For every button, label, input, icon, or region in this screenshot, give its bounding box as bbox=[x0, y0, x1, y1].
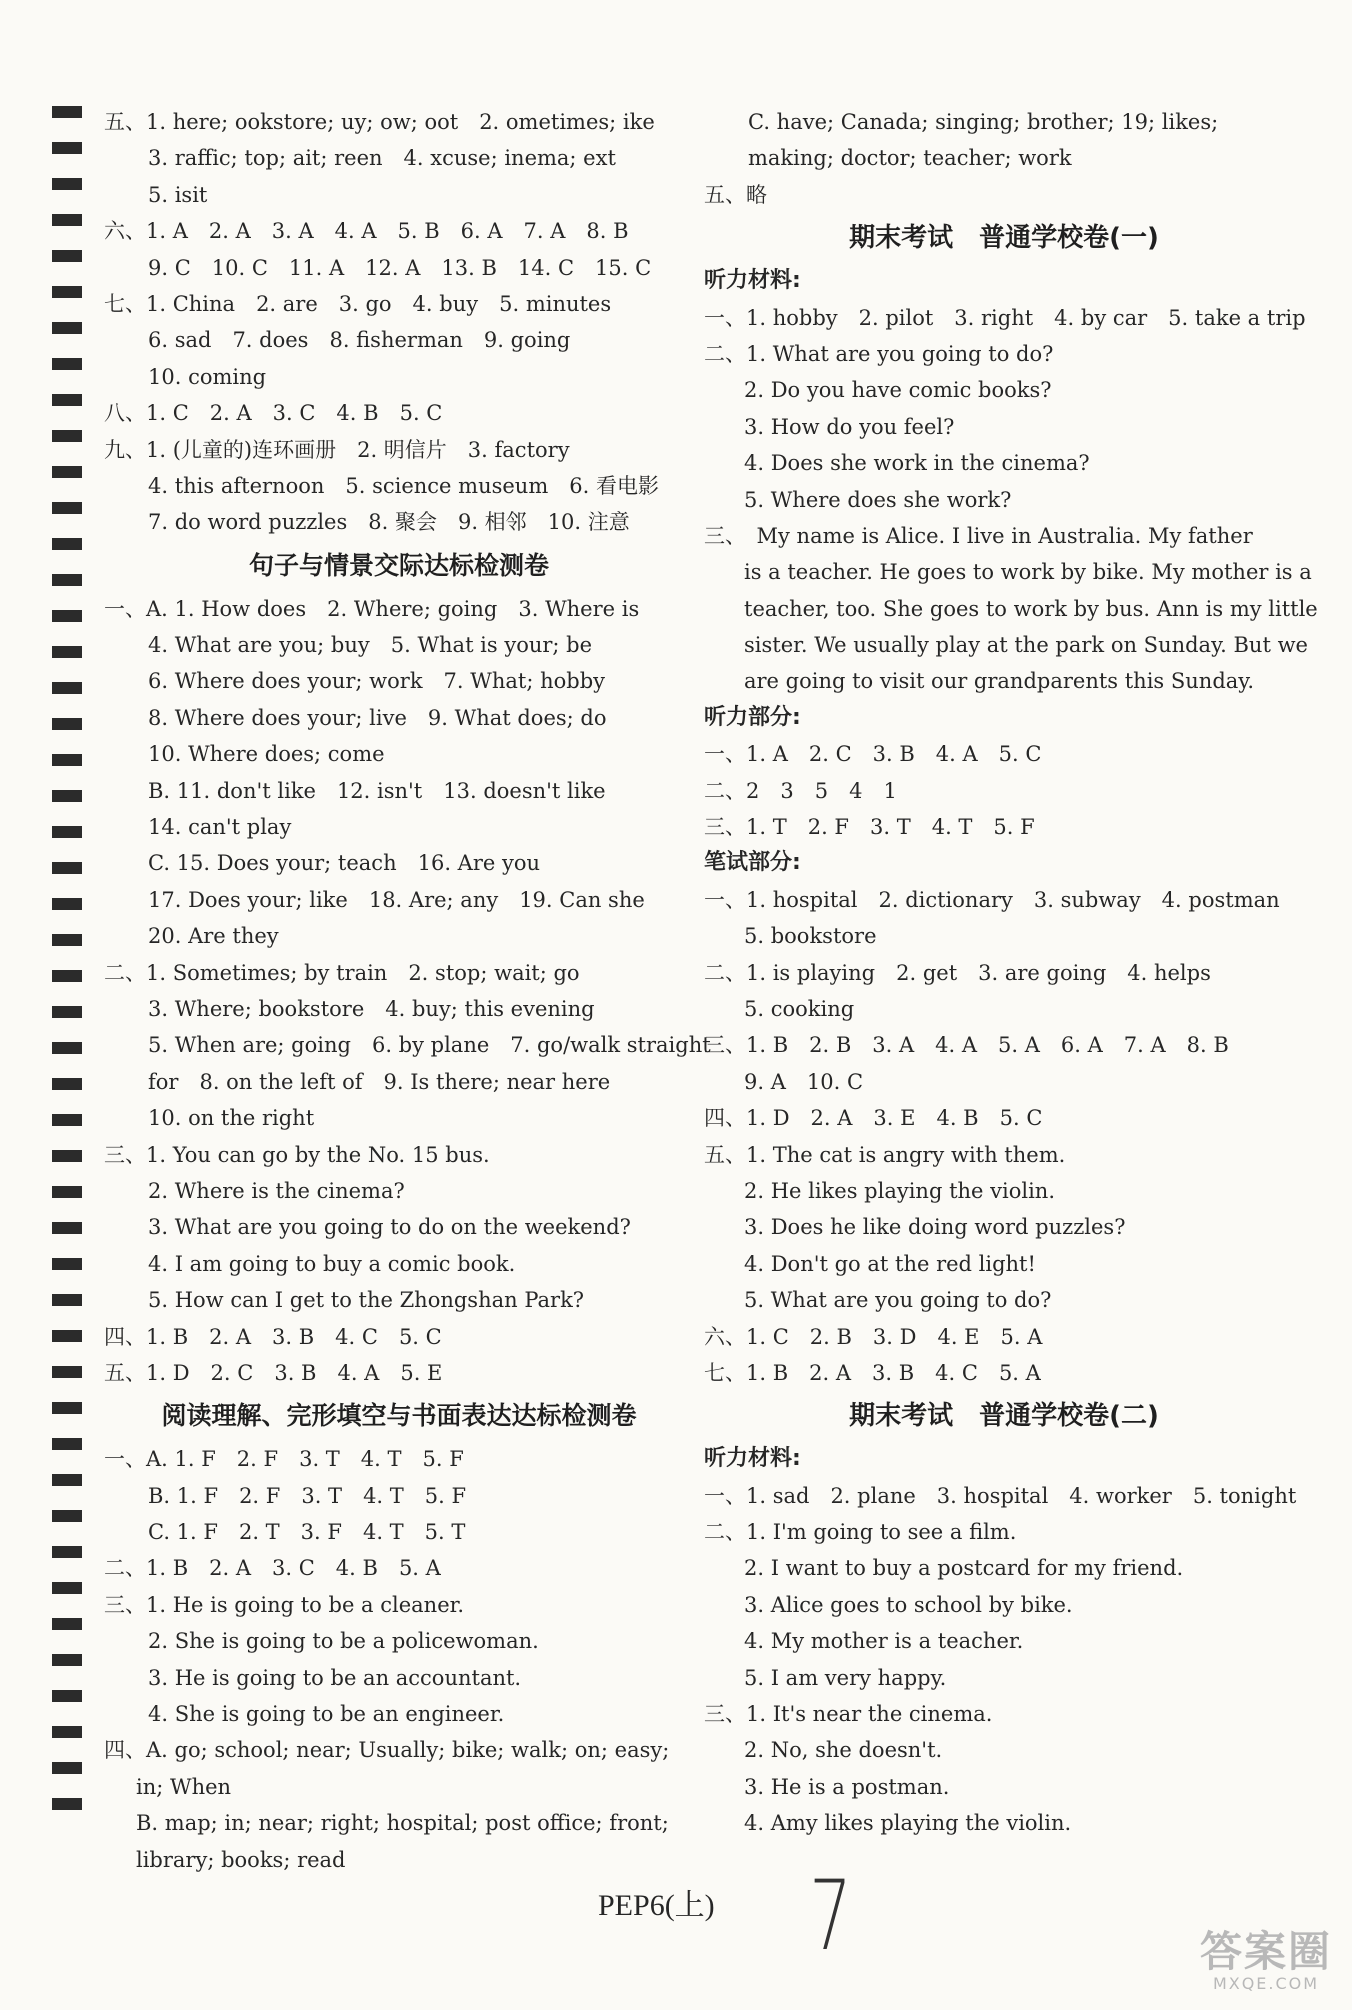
answer-line: 三、1. It's near the cinema. bbox=[704, 1702, 993, 1727]
answer-line: 七、1. B 2. A 3. B 4. C 5. A bbox=[704, 1360, 1041, 1385]
answer-line: 5. When are; going 6. by plane 7. go/walk straight bbox=[148, 1033, 711, 1058]
answer-line: 七、1. China 2. are 3. go 4. buy 5. minutes bbox=[104, 291, 612, 316]
answer-line: teacher, too. She goes to work by bus. Ann is my little bbox=[744, 596, 1318, 621]
answer-line: 六、1. C 2. B 3. D 4. E 5. A bbox=[704, 1324, 1043, 1349]
answer-line: 二、1. is playing 2. get 3. are going 4. helps bbox=[704, 960, 1211, 985]
answer-line: 20. Are they bbox=[148, 924, 279, 949]
answer-line: 2. I want to buy a postcard for my friend. bbox=[744, 1556, 1184, 1581]
answer-line: 三、1. He is going to be a cleaner. bbox=[104, 1592, 465, 1617]
answer-line: are going to visit our grandparents this Sunday. bbox=[744, 669, 1255, 694]
section-label: 听力部分: bbox=[704, 704, 801, 730]
answer-line: B. 1. F 2. F 3. T 4. T 5. F bbox=[148, 1483, 467, 1508]
answer-line: 5. Where does she work? bbox=[744, 487, 1012, 512]
answer-line: B. 11. don't like 12. isn't 13. doesn't like bbox=[148, 778, 606, 803]
answer-line: 17. Does your; like 18. Are; any 19. Can she bbox=[148, 887, 645, 912]
right-column bbox=[704, 104, 1318, 1842]
watermark-text: 答案圈 bbox=[1199, 1927, 1332, 1976]
page-footer-label: PEP6(上) bbox=[598, 1889, 715, 1922]
answer-line: 2. She is going to be a policewoman. bbox=[148, 1629, 539, 1654]
answer-line: 4. She is going to be an engineer. bbox=[148, 1702, 505, 1727]
answer-line: C. 1. F 2. T 3. F 4. T 5. T bbox=[148, 1520, 466, 1545]
section-heading: 句子与情景交际达标检测卷 bbox=[248, 550, 549, 580]
answer-line: in; When bbox=[136, 1774, 232, 1799]
answer-line: 8. Where does your; live 9. What does; do bbox=[148, 705, 607, 730]
answer-line: 九、1. (儿童的)连环画册 2. 明信片 3. factory bbox=[104, 437, 570, 462]
answer-line: 4. this afternoon 5. science museum 6. 看电影 bbox=[148, 473, 659, 498]
answer-line: library; books; read bbox=[136, 1847, 346, 1872]
section-heading: 期末考试 普通学校卷(二) bbox=[849, 1401, 1159, 1432]
answer-line: 五、1. The cat is angry with them. bbox=[704, 1142, 1066, 1167]
answer-line: 9. C 10. C 11. A 12. A 13. B 14. C 15. C bbox=[148, 255, 652, 280]
answer-line: 3. He is a postman. bbox=[744, 1774, 950, 1799]
answer-line: 二、1. What are you going to do? bbox=[704, 341, 1054, 366]
answer-line: 5. bookstore bbox=[744, 924, 877, 949]
answer-line: 3. How do you feel? bbox=[744, 414, 955, 439]
answer-line: 14. can't play bbox=[148, 815, 292, 840]
answer-line: is a teacher. He goes to work by bike. My mother is a bbox=[744, 560, 1312, 585]
page-number: 7 bbox=[809, 1860, 852, 1972]
answer-line: 一、1. sad 2. plane 3. hospital 4. worker 5. tonight bbox=[704, 1483, 1297, 1508]
answer-line: 3. What are you going to do on the weekend? bbox=[148, 1215, 631, 1240]
answer-line: 五、略 bbox=[704, 182, 767, 207]
answer-line: 二、1. I'm going to see a film. bbox=[704, 1520, 1017, 1545]
answer-line: 10. coming bbox=[148, 364, 267, 389]
answer-line: 3. Does he like doing word puzzles? bbox=[744, 1215, 1126, 1240]
answer-line: 四、A. go; school; near; Usually; bike; walk; on; easy; bbox=[104, 1738, 670, 1763]
answer-line: 一、1. A 2. C 3. B 4. A 5. C bbox=[704, 742, 1042, 767]
answer-line: 4. Amy likes playing the violin. bbox=[744, 1811, 1072, 1836]
answer-line: 二、1. B 2. A 3. C 4. B 5. A bbox=[104, 1556, 441, 1581]
answer-line: 五、1. D 2. C 3. B 4. A 5. E bbox=[104, 1360, 443, 1385]
answer-line: 7. do word puzzles 8. 聚会 9. 相邻 10. 注意 bbox=[148, 510, 630, 535]
answer-line: 5. What are you going to do? bbox=[744, 1288, 1052, 1313]
section-label: 笔试部分: bbox=[704, 850, 801, 876]
answer-line: 一、1. hobby 2. pilot 3. right 4. by car 5. take a trip bbox=[704, 305, 1306, 330]
answer-line: 5. isit bbox=[148, 182, 208, 207]
answer-line: 四、1. D 2. A 3. E 4. B 5. C bbox=[704, 1106, 1043, 1131]
answer-line: C. have; Canada; singing; brother; 19; likes; bbox=[748, 110, 1219, 134]
answer-line: 3. Where; bookstore 4. buy; this evening bbox=[148, 996, 595, 1021]
answer-line: 4. My mother is a teacher. bbox=[744, 1629, 1024, 1654]
answer-line: 三、1. You can go by the No. 15 bus. bbox=[104, 1142, 490, 1167]
answer-line: 3. Alice goes to school by bike. bbox=[744, 1592, 1073, 1617]
answer-line: 四、1. B 2. A 3. B 4. C 5. C bbox=[104, 1324, 442, 1349]
answer-line: making; doctor; teacher; work bbox=[748, 146, 1072, 171]
answer-line: 3. raffic; top; ait; reen 4. xcuse; inema; ext bbox=[148, 146, 616, 171]
answer-line: for 8. on the left of 9. Is there; near here bbox=[148, 1069, 611, 1094]
answer-line: 2. No, she doesn't. bbox=[744, 1738, 943, 1763]
answer-line: 4. What are you; buy 5. What is your; be bbox=[148, 633, 593, 658]
watermark-logo bbox=[1186, 1927, 1346, 1993]
answer-line: C. 15. Does your; teach 16. Are you bbox=[148, 851, 541, 876]
answer-line: 2. Where is the cinema? bbox=[148, 1178, 405, 1203]
answer-line: 4. I am going to buy a comic book. bbox=[148, 1251, 516, 1276]
answer-line: 八、1. C 2. A 3. C 4. B 5. C bbox=[104, 401, 443, 426]
answer-line: 10. Where does; come bbox=[148, 742, 385, 767]
answer-line: 4. Don't go at the red light! bbox=[744, 1251, 1036, 1276]
answer-line: 9. A 10. C bbox=[744, 1069, 864, 1094]
answer-line: 五、1. here; ookstore; uy; ow; oot 2. ometimes; ike bbox=[104, 110, 655, 134]
answer-line: 4. Does she work in the cinema? bbox=[744, 451, 1090, 476]
answer-line: 6. sad 7. does 8. fisherman 9. going bbox=[148, 328, 571, 353]
answer-line: B. map; in; near; right; hospital; post office; front; bbox=[136, 1811, 669, 1836]
answer-line: 一、A. 1. How does 2. Where; going 3. Where is bbox=[104, 596, 640, 621]
answer-line: 一、1. hospital 2. dictionary 3. subway 4. postman bbox=[704, 887, 1280, 912]
answer-line: 二、1. Sometimes; by train 2. stop; wait; go bbox=[104, 960, 580, 985]
answer-line: 2. He likes playing the violin. bbox=[744, 1178, 1055, 1203]
section-heading: 阅读理解、完形填空与书面表达达标检测卷 bbox=[161, 1401, 637, 1431]
answer-line: 三、 My name is Alice. I live in Australia. My father bbox=[704, 523, 1253, 548]
answer-line: 5. I am very happy. bbox=[744, 1665, 947, 1690]
left-column bbox=[104, 104, 711, 1878]
answer-line: 三、1. T 2. F 3. T 4. T 5. F bbox=[704, 815, 1035, 840]
section-heading: 期末考试 普通学校卷(一) bbox=[849, 223, 1159, 254]
binding-marks bbox=[52, 106, 82, 1834]
answer-line: 5. cooking bbox=[744, 996, 855, 1021]
answer-line: 10. on the right bbox=[148, 1106, 315, 1131]
answer-line: 5. How can I get to the Zhongshan Park? bbox=[148, 1288, 585, 1313]
answer-line: 2. Do you have comic books? bbox=[744, 378, 1052, 403]
answer-line: 二、2 3 5 4 1 bbox=[704, 778, 897, 803]
section-label: 听力材料: bbox=[704, 268, 801, 294]
section-label: 听力材料: bbox=[704, 1446, 801, 1472]
answer-line: 六、1. A 2. A 3. A 4. A 5. B 6. A 7. A 8. B bbox=[104, 219, 629, 244]
watermark-url: MXQE.COM bbox=[1212, 1974, 1320, 1993]
answer-line: sister. We usually play at the park on Sunday. But we bbox=[744, 633, 1308, 658]
answer-line: 三、1. B 2. B 3. A 4. A 5. A 6. A 7. A 8. B bbox=[704, 1033, 1229, 1058]
answer-line: 一、A. 1. F 2. F 3. T 4. T 5. F bbox=[104, 1447, 464, 1472]
answer-line: 3. He is going to be an accountant. bbox=[148, 1665, 522, 1690]
answer-line: 6. Where does your; work 7. What; hobby bbox=[148, 669, 606, 694]
